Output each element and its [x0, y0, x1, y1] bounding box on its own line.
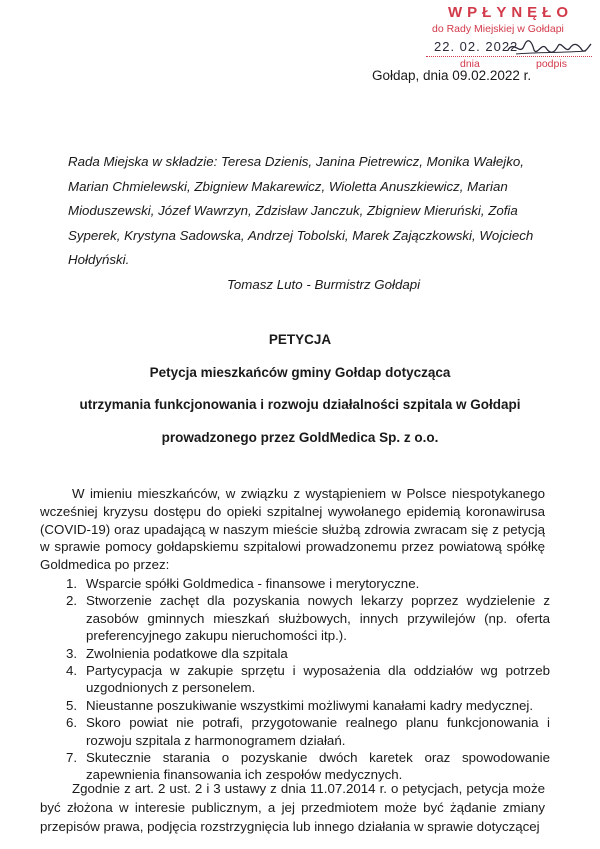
list-item-text: Zwolnienia podatkowe dla szpitala: [86, 645, 288, 661]
subject-line-2: utrzymania funkcjonowania i rozwoju działalności szpitala w Gołdapi: [79, 397, 521, 412]
subject-line-1: Petycja mieszkańców gminy Gołdap dotycząca: [149, 365, 451, 380]
mayor-addressee: Tomasz Luto - Burmistrz Gołdapi: [227, 277, 421, 292]
stamp-signature-label: podpis: [536, 58, 567, 70]
list-item: [66, 662, 550, 697]
stamp-title: WPŁYNĘŁO: [448, 4, 573, 21]
list-item-text: Partycypacja w zakupie sprzętu i wyposażenia dla oddziałów wg potrzeb uzgodnionych z personelem.: [86, 663, 550, 696]
list-item-number: 1.: [66, 576, 78, 591]
subject-line-3: prowadzonego przez GoldMedica Sp. z o.o.: [161, 430, 439, 445]
list-item-text: Skutecznie starania o pozyskanie dwóch karetek oraz spowodowanie zapewnienia finansowania ich zespołów medycznych.: [86, 750, 550, 783]
list-item-number: 5.: [66, 697, 78, 713]
list-item: [66, 575, 550, 592]
list-item-text: Stworzenie zachęt dla pozyskania nowych lekarzy poprzez wydzielenie z zasobów gminnych mieszkań służbowych, innych przywilejów (np. oferta preferencyjnego zakupu nieruchomości itp.).: [86, 593, 550, 644]
received-stamp: [412, 4, 598, 72]
list-item: [66, 645, 550, 662]
list-item: [66, 714, 550, 749]
place-and-date: Gołdap, dnia 09.02.2022 r.: [372, 68, 532, 83]
list-item-text: Wsparcie spółki Goldmedica - finansowe i merytoryczne.: [86, 576, 420, 591]
list-item-number: 4.: [66, 663, 78, 679]
handwritten-signature: [506, 36, 592, 58]
addressees: Rada Miejska w składzie: Teresa Dzienis, Janina Pietrewicz, Monika Wałejko, Marian Chmielewski, Zbigniew Makarewicz, Wioletta Anuszkiewicz, Marian Mioduszewski, Józef Wawrzyn, Zdzisław Janczuk, Zbigniew Mieruński, Zofia Syperek, Krystyna Sadowska, Andrzej Tobolski, Marek Zajączkowski, Wojciech Hołdyński.: [68, 154, 534, 267]
demands-list: [66, 575, 550, 784]
list-item-number: 7.: [66, 750, 78, 766]
list-item-number: 2.: [66, 593, 78, 609]
document-title: PETYCJA: [268, 332, 332, 347]
stamp-date: 22. 02. 2022: [434, 39, 519, 54]
list-item-number: 3.: [66, 645, 78, 661]
list-item: [66, 697, 550, 714]
list-item-text: Nieustanne poszukiwanie wszystkimi możliwymi kanałami kadry medycznej.: [86, 697, 534, 713]
stamp-date-label: dnia: [460, 58, 480, 70]
stamp-divider: [426, 56, 592, 57]
stamp-subtitle: do Rady Miejskiej w Gołdapi: [432, 23, 564, 35]
list-item-number: 6.: [66, 715, 78, 731]
legal-basis-paragraph: Zgodnie z art. 2 ust. 2 i 3 ustawy z dnia 11.07.2014 r. o petycjach, petycja może być złożona w interesie publicznym, a jej przedmiotem może być żądanie zmiany przepisów prawa, podjęcia rozstrzygnięcia lub innego działania w sprawie dotyczącej: [40, 781, 545, 834]
intro-paragraph: W imieniu mieszkańców, w związku z wystąpieniem w Polsce niespotykanego wcześniej kryzysu dostępu do opieki szpitalnej wywołanego epidemią koronawirusa (COVID-19) oraz upadającą w naszym mieście służbą zdrowia zwracam się z petycją w sprawie pomocy gołdapskiemu szpitalowi prowadzonemu przez powiatową spółkę Goldmedica po przez:: [40, 486, 545, 573]
list-item: [66, 592, 550, 644]
list-item-text: Skoro powiat nie potrafi, przygotowanie realnego planu funkcjonowania i rozwoju szpitala z harmonogramem działań.: [86, 715, 550, 748]
